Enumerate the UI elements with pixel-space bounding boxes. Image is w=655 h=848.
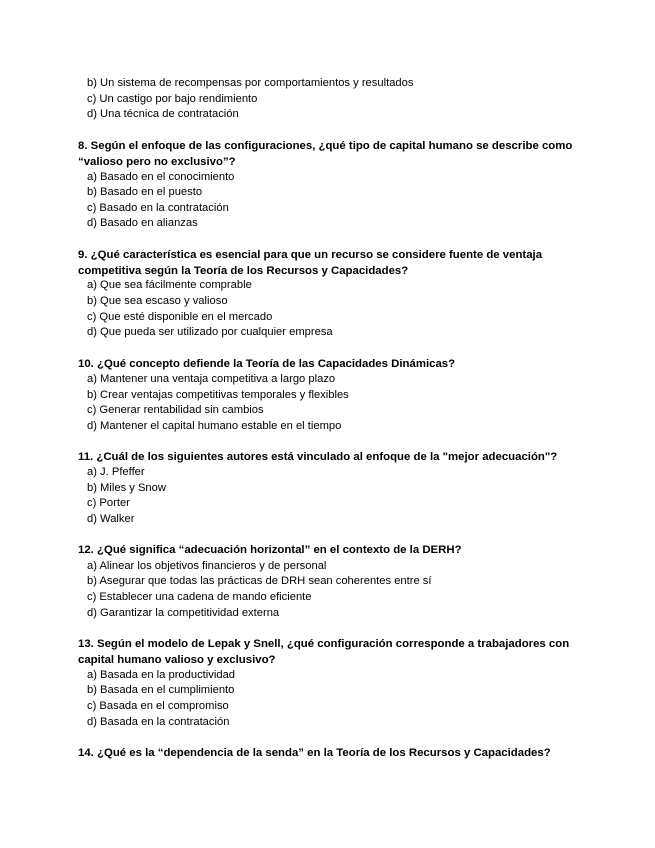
question-13-option-c: c) Basada en el compromiso xyxy=(87,700,229,712)
question-8-text: 8. Según el enfoque de las configuraciones, ¿qué tipo de capital humano se describe como “valioso pero no exclusivo”? xyxy=(78,140,573,168)
question-11-option-c: c) Porter xyxy=(87,497,130,509)
question-11-option-a: a) J. Pfeffer xyxy=(87,466,145,478)
question-13-option-b: b) Basada en el cumplimiento xyxy=(87,684,235,696)
question-8-option-b: b) Basado en el puesto xyxy=(87,186,203,198)
question-12-option-b: b) Asegurar que todas las prácticas de DRH sean coherentes entre sí xyxy=(87,575,432,587)
question-12-text: 12. ¿Qué significa “adecuación horizontal” en el contexto de la DERH? xyxy=(78,544,462,556)
question-10-option-b: b) Crear ventajas competitivas temporales y flexibles xyxy=(87,389,349,401)
question-10-option-c: c) Generar rentabilidad sin cambios xyxy=(87,404,264,416)
question-10-option-a: a) Mantener una ventaja competitiva a largo plazo xyxy=(87,373,336,385)
carryover-option-b: b) Un sistema de recompensas por comportamientos y resultados xyxy=(87,77,414,89)
carryover-option-c: c) Un castigo por bajo rendimiento xyxy=(87,93,258,105)
question-14-text: 14. ¿Qué es la “dependencia de la senda” en la Teoría de los Recursos y Capacidades? xyxy=(78,747,551,759)
question-13-option-d: d) Basada en la contratación xyxy=(87,716,230,728)
question-8-option-d: d) Basado en alianzas xyxy=(87,217,198,229)
question-9-option-c: c) Que esté disponible en el mercado xyxy=(87,311,273,323)
question-8-option-a: a) Basado en el conocimiento xyxy=(87,171,235,183)
question-11-option-b: b) Miles y Snow xyxy=(87,482,166,494)
question-10-option-d: d) Mantener el capital humano estable en el tiempo xyxy=(87,420,342,432)
question-12-option-d: d) Garantizar la competitividad externa xyxy=(87,607,280,619)
question-13-text: 13. Según el modelo de Lepak y Snell, ¿qué configuración corresponde a trabajadores con capital humano valioso y exclusivo? xyxy=(78,638,570,666)
question-9-option-a: a) Que sea fácilmente comprable xyxy=(87,279,252,291)
question-12-option-c: c) Establecer una cadena de mando eficiente xyxy=(87,591,312,603)
question-9-option-d: d) Que pueda ser utilizado por cualquier empresa xyxy=(87,326,333,338)
question-12-option-a: a) Alinear los objetivos financieros y de personal xyxy=(87,560,327,572)
question-11-option-d: d) Walker xyxy=(87,513,135,525)
question-9-text: 9. ¿Qué característica es esencial para que un recurso se considere fuente de ventaja competitiva según la Teoría de los Recursos y Capacidades? xyxy=(78,249,543,277)
question-9-option-b: b) Que sea escaso y valioso xyxy=(87,295,228,307)
question-11-text: 11. ¿Cuál de los siguientes autores está vinculado al enfoque de la "mejor adecuación"? xyxy=(78,451,558,463)
carryover-option-d: d) Una técnica de contratación xyxy=(87,108,239,120)
question-10-text: 10. ¿Qué concepto defiende la Teoría de las Capacidades Dinámicas? xyxy=(78,358,456,370)
question-13-option-a: a) Basada en la productividad xyxy=(87,669,236,681)
question-8-option-c: c) Basado en la contratación xyxy=(87,202,229,214)
